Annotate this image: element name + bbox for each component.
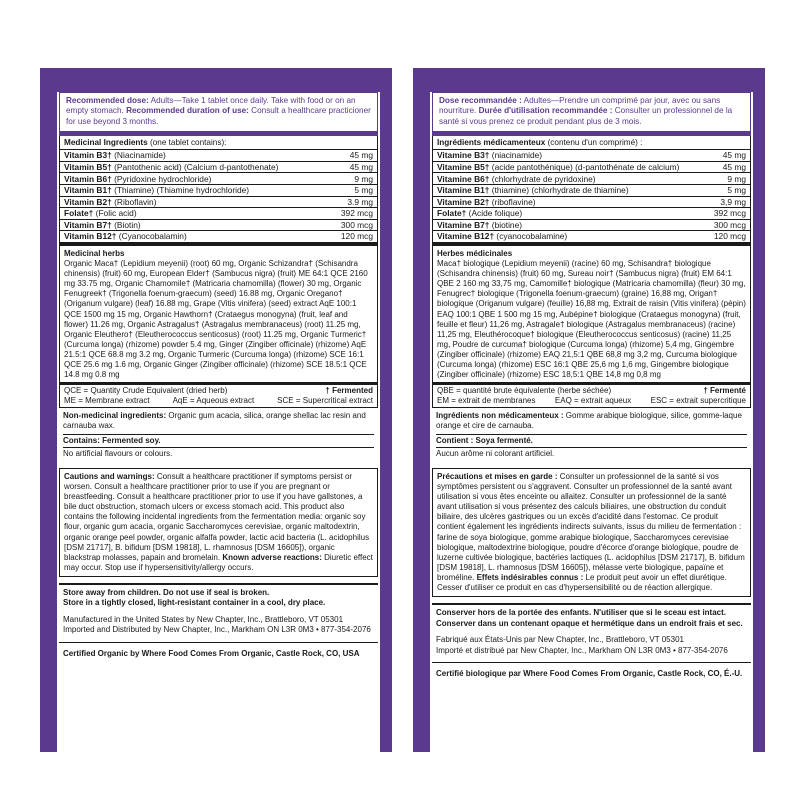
importer-line: Imported and Distributed by New Chapter, Inc., Markham ON L3R 0M3 • 877-354-2076	[63, 625, 371, 635]
ingredient-detail: (Riboflavin)	[111, 196, 157, 207]
ingredients-subtitle: (contenu d'un comprimé) :	[545, 137, 643, 147]
english-label-panel	[40, 68, 392, 752]
nonmed-text: Gomme arabique biologique, silice, gomme-laque orange et cire de carnauba.	[436, 411, 742, 431]
ingredient-name: Vitamin B3†	[64, 150, 112, 161]
importer-line: Importé et distribué par New Chapter, Inc., Markham ON L3R 0M3 • 877-354-2076	[436, 645, 728, 655]
ingredient-name-cell	[433, 219, 702, 231]
ingredient-name-cell	[60, 196, 329, 208]
ingredient-name: Vitamine B2†	[437, 196, 490, 207]
nonmed-label: Non-medicinal ingredients:	[63, 411, 167, 421]
ingredients-title: Ingrédients médicamenteux	[437, 137, 546, 147]
ingredient-name-cell	[60, 231, 329, 243]
ingredient-detail: (Pyridoxine hydrochloride)	[111, 173, 212, 184]
ingredient-amount: 5 mg	[329, 184, 377, 196]
storage-line-2: Store in a tightly closed, light-resistant container in a cool, dry place.	[63, 598, 326, 608]
ingredient-row	[60, 161, 377, 173]
medicinal-ingredients-table	[432, 136, 751, 408]
herbs-title: Medicinal herbs	[64, 248, 125, 258]
ingredients-header	[433, 136, 750, 150]
ingredient-amount: 45 mg	[329, 161, 377, 173]
ingredient-name-cell	[433, 196, 702, 208]
medicinal-herbs	[433, 243, 750, 382]
ingredient-name-cell	[60, 219, 329, 231]
ingredient-amount: 9 mg	[702, 173, 750, 185]
duration-label: Durée d'utilisation recommandée :	[478, 106, 613, 116]
ingredient-name: Vitamin B2†	[64, 196, 112, 207]
ingredient-name: Folate†	[64, 208, 94, 219]
storage-line-1: Store away from children. Do not use if seal is broken.	[63, 587, 270, 597]
nonmed-label: Ingrédients non médicamenteux :	[436, 411, 564, 421]
ingredient-name: Vitamine B3†	[437, 150, 490, 161]
ingredient-name: Vitamine B5†	[437, 161, 490, 172]
legend-aqe: AqE = Aqueous extract	[172, 396, 255, 406]
ingredient-detail: (biotine)	[489, 219, 523, 230]
ingredient-amount: 3,9 mg	[702, 196, 750, 208]
ingredient-name-cell	[60, 208, 329, 220]
ingredients-title: Medicinal Ingredients	[64, 137, 148, 147]
ingredient-row	[433, 150, 750, 161]
ingredient-name: Folate†	[437, 208, 467, 219]
duration-label: Recommended duration of use:	[126, 106, 249, 116]
ingredient-detail: (Niacinamide)	[111, 150, 166, 161]
cautions-text: Consult a healthcare practitioner if symptoms persist or worsen. Consult a healthcare practitioner prior to use if you are pregnant or breastfeeding. Consult a healthcare practitioner prior to use if you have gallstones, a bile duct obstruction, stomach ulcers or excess stomach acid. This product also contains the following incidental ingredients from the fermentation media: organic soy flour, organic gum acacia, organic Saccharomyces cerevisiae, organic maltodextrin, organic orange peel powder, organic alfalfa powder, lactic acid bacteria (L. acidophilus [DSM 21717], B. bifidum [DSM 19818], L. rhamnosus [DSM 16605]), organic blackstrap molasses, papain and bromelain.	[64, 471, 370, 562]
ingredient-name: Vitamine B7†	[437, 219, 490, 230]
ingredients-list	[433, 150, 750, 243]
ingredient-amount: 45 mg	[702, 150, 750, 161]
adverse-label: Known adverse reactions:	[222, 552, 322, 562]
medicinal-ingredients-table	[59, 136, 378, 408]
storage-line-2: Conserver dans un contenant opaque et hermétique dans un endroit frais et sec.	[436, 618, 743, 628]
adverse-text: Le produit peut avoir un effet diurétique. Cesser d'utiliser ce produit en cas d'hypersensibilité ou de réaction allergique.	[437, 572, 727, 592]
ingredients-subtitle: (one tablet contains):	[147, 137, 227, 147]
ingredient-amount: 45 mg	[702, 161, 750, 173]
ingredient-name: Vitamin B5†	[64, 161, 112, 172]
cautions-text: Consulter un professionnel de la santé si vos symptômes persistent ou s'aggravent. Consulter un professionnel de la santé avant utilisation si vous êtes enceinte ou allaitez. Consulter un professionnel de la santé avant utilisation si vous présentez des calculs biliaires, une obstruction du conduit biliaire, des ulcères gastriques ou un excès d'acidité dans l'estomac. Ce produit contient également les ingrédients indirects suivants, issus du milieu de fermentation : farine de soya biologique, gomme arabique biologique, Saccharomyces cerevisiae biologique, maltodextrine biologique, poudre d'écorce d'orange biologique, poudre de luzerne cultivée biologique, bactéries lactiques (L. acidophilus [DSM 21717], B. bifidum [DSM 19818], L. rhamnosus [DSM 16605]), mélasse verte biologique, papaïne et broméline.	[437, 471, 745, 582]
manufacturer-info	[59, 609, 378, 636]
ingredients-list	[60, 150, 377, 243]
ingredient-name-cell	[60, 161, 329, 173]
ingredient-name-cell	[433, 150, 702, 161]
herbs-text: Organic Maca† (Lepidium meyenii) (root) 60 mg, Organic Schizandra† (Schisandra chinensis) (fruit) 60 mg, European Elder† (Sambucus nigra) (fruit) ME 64:1 QCE 2160 mg 33.75 mg, Organic Chamomile† (Matricaria chamomilla) (flower) 30 mg, Organic Fenugreek† (Trigonella foenum-graecum) (seed) 16.88 mg, Organic Oregano† (Origanum vulgare) (leaf) 16.88 mg, Grape (Vitis vinifera) (seed) extract AqE 100:1 QCE 1500 mg 15 mg, Organic Hawthorn† (Crataegus monogyna) (fruit, leaf and flower) 11.26 mg, Organic Astragalus† (Astragalus membranaceus) (root) 11.25 mg, Organic Eleuthero† (Eleutherococcus senticosus) (root) 11.25 mg, Organic Turmeric† (Curcuma longa) (rhizome) powder 5.4 mg, Ginger (Zingiber officinale) (rhizome) AqE 21.5:1 QCE 68.8 mg 3.2 mg, Organic Turmeric (Curcuma longa) (rhizome) SCE 16:1 QCE 25.6 mg 1.6 mg, Organic Ginger (Zingiber officinale) (rhizome) SCE 18.5:1 QCE 14.8 mg 0.8 mg	[64, 259, 368, 380]
cautions-label: Précautions et mises en garde :	[437, 471, 558, 481]
cautions-warnings	[432, 468, 751, 597]
dose-text: Adultes—Prendre un comprimé par jour, avec ou sans nourriture.	[439, 96, 721, 116]
ingredient-name-cell	[433, 231, 702, 243]
ingredient-row	[60, 184, 377, 196]
ingredient-row	[60, 196, 377, 208]
cautions-label: Cautions and warnings:	[64, 471, 155, 481]
recommended-dose	[432, 92, 751, 131]
ingredient-row	[433, 196, 750, 208]
ingredient-detail: (riboflavine)	[489, 196, 536, 207]
french-label-panel	[413, 68, 765, 752]
ingredient-row	[433, 208, 750, 220]
ingredient-row	[433, 184, 750, 196]
cautions-warnings	[59, 468, 378, 577]
no-artificial-text: Aucun arôme ni colorant artificiel.	[436, 447, 747, 459]
ingredient-name-cell	[60, 150, 329, 161]
ingredient-row	[433, 219, 750, 231]
ingredient-amount: 45 mg	[329, 150, 377, 161]
french-label-content	[430, 92, 753, 752]
ingredient-name: Vitamin B6†	[64, 173, 112, 184]
herbs-text: Maca† biologique (Lepidium meyenii) (racine) 60 mg, Schisandra† biologique (Schisandra chinensis) (fruit) 60 mg, Sureau noir† (Sambucus nigra) (fruit) EM 64:1 QBE 2 160 mg 33,75 mg, Camomille† biologique (Matricaria chamomilla) (fleur) 30 mg, Fenugrec† biologique (Trigonella foenum-graecum) (graine) 16,88 mg, Origan† biologique (Origanum vulgare) (feuille) 16,88 mg, Extrait de raisin (Vitis vinifera) (pépin) EAQ 100:1 QBE 1 500 mg 15 mg, Aubépine† biologique (Crataegus monogyna) (fruit, feuille et fleur) 11,26 mg, Astragale† biologique (Astragalus membranaceus) (racine) 11,25 mg, Eleuthérocoque† biologique (Eleutherococcus senticosus) (racine) 11,25 mg, Poudre de curcuma† biologique (Curcuma longa) (rhizome) 5,4 mg, Gingembre (Zingiber officinale) (rhizome) EAQ 21,5:1 QBE 68,8 mg 3,2 mg, Curcuma biologique (Curcuma longa) (rhizome) ESC 16:1 QBE 25,6 mg 1,6 mg, Gingembre biologique (Zingiber officinale) (rhizome) ESC 18,5:1 QBE 14,8 mg 0,8 mg	[437, 259, 746, 380]
ingredient-name-cell	[433, 184, 702, 196]
abbreviation-legend	[60, 382, 377, 407]
ingredient-detail: (Acide folique)	[466, 208, 523, 219]
ingredient-row	[60, 219, 377, 231]
ingredient-amount: 120 mcg	[702, 231, 750, 243]
ingredient-name-cell	[60, 173, 329, 185]
non-medicinal-ingredients	[59, 408, 378, 462]
dose-label: Dose recommandée :	[439, 96, 522, 105]
ingredient-amount: 300 mcg	[329, 219, 377, 231]
no-artificial-text: No artificial flavours or colours.	[63, 447, 374, 459]
legend-esc: ESC = extrait supercritique	[650, 396, 746, 406]
ingredients-header	[60, 136, 377, 150]
legend-sce: SCE = Supercritical extract	[277, 396, 373, 406]
ingredient-amount: 392 mcg	[702, 208, 750, 220]
storage-line-1: Conserver hors de la portée des enfants. N'utiliser que si le sceau est intact.	[436, 608, 726, 618]
ingredient-amount: 120 mcg	[329, 231, 377, 243]
certification-text: Certified Organic by Where Food Comes From Organic, Castle Rock, CO, USA	[59, 642, 378, 659]
legend-fermented: † Fermenté	[703, 386, 746, 396]
ingredient-row	[433, 231, 750, 243]
storage-instructions	[432, 603, 751, 629]
ingredient-name: Vitamine B12†	[437, 231, 495, 242]
adverse-text: Diuretic effect may occur. Stop use if hypersensitivity/allergy occurs.	[64, 552, 373, 572]
ingredient-row	[60, 231, 377, 243]
contains-text: Contient : Soya fermenté.	[436, 434, 747, 446]
ingredient-name: Vitamine B1†	[437, 185, 490, 196]
recommended-dose	[59, 92, 378, 131]
dose-text: Adults—Take 1 tablet once daily. Take with food or on an empty stomach.	[66, 96, 356, 116]
ingredient-detail: (Folic acid)	[93, 208, 137, 219]
ingredient-detail: (Biotin)	[111, 219, 141, 230]
ingredient-detail: (cyanocobalamine)	[494, 231, 568, 242]
legend-fermented: † Fermented	[325, 386, 373, 396]
abbreviation-legend	[433, 382, 750, 407]
dose-label: Recommended dose:	[66, 96, 149, 105]
ingredient-amount: 5 mg	[702, 184, 750, 196]
ingredient-name: Vitamine B6†	[437, 173, 490, 184]
manufacturer-info	[432, 629, 751, 656]
ingredient-name-cell	[433, 161, 702, 173]
ingredient-row	[433, 161, 750, 173]
legend-qbe: QBE = quantité brute équivalente (herbe séchée)	[437, 386, 612, 396]
ingredient-row	[60, 173, 377, 185]
ingredient-amount: 3.9 mg	[329, 196, 377, 208]
ingredient-name-cell	[433, 173, 702, 185]
ingredient-row	[60, 208, 377, 220]
manufacturer-line: Fabriqué aux États-Unis par New Chapter, Inc., Brattleboro, VT 05301	[436, 635, 684, 645]
ingredient-name: Vitamin B12†	[64, 231, 117, 242]
ingredient-amount: 300 mcg	[702, 219, 750, 231]
ingredient-detail: (niacinamide)	[489, 150, 543, 161]
medicinal-herbs	[60, 243, 377, 382]
ingredient-detail: (Pantothenic acid) (Calcium d-pantothenate)	[111, 161, 279, 172]
ingredient-detail: (thiamine) (chlorhydrate de thiamine)	[489, 185, 629, 196]
ingredient-detail: (chlorhydrate de pyridoxine)	[489, 173, 596, 184]
legend-em: EM = extrait de membranes	[437, 396, 536, 406]
duration-text: Consulter un professionnel de la santé si vous prenez ce produit pendant plus de 3 mois.	[439, 106, 733, 126]
ingredient-name: Vitamin B1†	[64, 185, 112, 196]
ingredient-detail: (Thiamine) (Thiamine hydrochloride)	[111, 185, 250, 196]
ingredient-name-cell	[433, 208, 702, 220]
nonmed-text: Organic gum acacia, silica, orange shellac lac resin and carnauba wax.	[63, 411, 366, 431]
manufacturer-line: Manufactured in the United States by New Chapter, Inc., Brattleboro, VT 05301	[63, 614, 344, 624]
legend-eaq: EAQ = extrait aqueux	[554, 396, 632, 406]
storage-instructions	[59, 583, 378, 609]
legend-me: ME = Membrane extract	[64, 396, 150, 406]
ingredient-row	[433, 173, 750, 185]
adverse-label: Effets indésirables connus :	[476, 572, 584, 582]
ingredient-name-cell	[60, 184, 329, 196]
ingredient-row	[60, 150, 377, 161]
legend-qce: QCE = Quantity Crude Equivalent (dried herb)	[64, 386, 228, 396]
ingredient-amount: 392 mcg	[329, 208, 377, 220]
english-label-content	[57, 92, 380, 752]
contains-text: Contains: Fermented soy.	[63, 434, 374, 446]
herbs-title: Herbes médicinales	[437, 248, 513, 258]
ingredient-amount: 9 mg	[329, 173, 377, 185]
certification-text: Certifié biologique par Where Food Comes From Organic, Castle Rock, CO, É.-U.	[432, 662, 751, 679]
ingredient-detail: (acide pantothénique) (d-pantothénate de calcium)	[489, 161, 680, 172]
non-medicinal-ingredients	[432, 408, 751, 462]
ingredient-name: Vitamin B7†	[64, 219, 112, 230]
ingredient-detail: (Cyanocobalamin)	[116, 231, 187, 242]
duration-text: Consult a healthcare practicioner for use beyond 3 months.	[66, 106, 371, 126]
